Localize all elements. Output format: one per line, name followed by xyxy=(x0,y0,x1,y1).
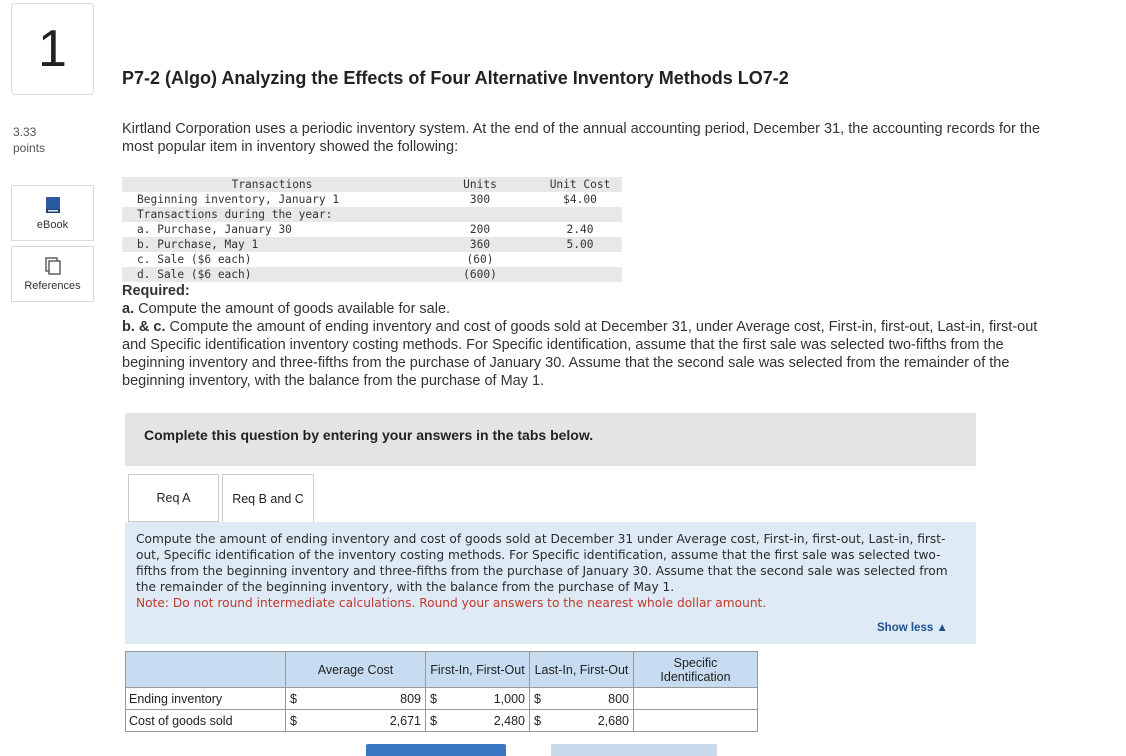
caret-up-icon: ▲ xyxy=(936,622,948,634)
row-cost: $4.00 xyxy=(563,193,597,206)
header-transactions: Transactions xyxy=(122,177,422,192)
row-label-cost-of-goods-sold: Cost of goods sold xyxy=(126,710,286,732)
input-ending-inventory-fifo[interactable]: 1,000 xyxy=(441,688,530,710)
row-desc: b. Purchase, May 1 xyxy=(122,237,422,252)
row-cost: 5.00 xyxy=(538,237,622,252)
table-row xyxy=(122,252,622,267)
next-tab-button[interactable] xyxy=(551,744,717,756)
references-label: References xyxy=(24,280,81,292)
required-heading: Required: xyxy=(122,283,190,299)
required-a-prefix: a. xyxy=(122,301,135,317)
instructions-text: Compute the amount of ending inventory and cost of goods sold at December 31 under Average cost, First-in, first-out, Last-in, first-out, Specific identification of the inventory costing methods. For Specific identification, assume that the first sale was selected two-fifths from the beginning inventory and three-fifths from the purchase of January 30. Assume that the second sale was selected from the remainder of the beginning inventory, with the balance from the purchase of May 1. xyxy=(136,532,948,594)
row-units: (60) xyxy=(466,253,494,266)
points-unit: points xyxy=(13,141,46,155)
header-lifo: Last-In, First-Out xyxy=(530,652,634,688)
row-cost xyxy=(538,252,622,267)
table-row xyxy=(126,710,758,732)
input-ending-inventory-specific[interactable] xyxy=(649,688,758,710)
table-header-row xyxy=(122,177,622,192)
show-less-link[interactable] xyxy=(877,622,948,634)
required-a-text: Compute the amount of goods available for sale. xyxy=(134,301,451,317)
header-units: Units xyxy=(422,177,538,192)
currency-symbol xyxy=(634,688,649,710)
table-row xyxy=(126,688,758,710)
currency-symbol: $ xyxy=(286,710,301,732)
book-icon xyxy=(43,195,63,215)
required-bc-text: Compute the amount of ending inventory and cost of goods sold at December 31, under Average cost, First-in, first-out, Last-in, first-out and Specific identification inventory costing methods. For Specific identification, assume that the first sale was selected two-fifths from the beginning inventory and three-fifths from the purchase of January 30. Assume that the second sale was selected from the remainder of the beginning inventory, with the balance from the purchase of May 1. xyxy=(122,319,1038,389)
row-label-ending-inventory: Ending inventory xyxy=(126,688,286,710)
row-desc: d. Sale ($6 each) xyxy=(122,267,422,282)
currency-symbol: $ xyxy=(426,688,441,710)
row-desc: a. Purchase, January 30 xyxy=(137,223,292,236)
currency-symbol xyxy=(634,710,649,732)
ebook-button[interactable] xyxy=(11,185,94,241)
row-cost xyxy=(538,207,622,222)
points-value: 3.33 xyxy=(13,125,37,139)
page-title: P7-2 (Algo) Analyzing the Effects of Four Alternative Inventory Methods LO7-2 xyxy=(122,68,789,88)
input-ending-inventory-lifo[interactable]: 800 xyxy=(545,688,634,710)
question-number: 1 xyxy=(11,3,94,95)
currency-symbol: $ xyxy=(286,688,301,710)
currency-symbol: $ xyxy=(530,710,545,732)
tab-instructions xyxy=(136,531,966,611)
instructions-banner: Complete this question by entering your answers in the tabs below. xyxy=(125,413,976,466)
input-cogs-average[interactable]: 2,671 xyxy=(301,710,426,732)
input-cogs-specific[interactable] xyxy=(649,710,758,732)
instructions-note: Note: Do not round intermediate calculations. Round your answers to the nearest whole dollar amount. xyxy=(136,596,767,610)
row-units xyxy=(422,207,538,222)
row-cost xyxy=(538,267,622,282)
table-row xyxy=(122,222,622,237)
answer-header-blank xyxy=(126,652,286,688)
ebook-label: eBook xyxy=(36,219,69,231)
table-row xyxy=(122,237,622,252)
references-button[interactable] xyxy=(11,246,94,302)
required-bc xyxy=(122,318,1062,390)
required-a xyxy=(122,300,1062,318)
tab-req-b-and-c[interactable]: Req B and C xyxy=(222,474,314,523)
row-units: 360 xyxy=(422,237,538,252)
points-block xyxy=(13,124,45,156)
input-ending-inventory-average[interactable]: 809 xyxy=(301,688,426,710)
currency-symbol: $ xyxy=(530,688,545,710)
answer-table xyxy=(125,651,758,732)
transactions-table xyxy=(122,177,622,282)
input-cogs-fifo[interactable]: 2,480 xyxy=(441,710,530,732)
table-row xyxy=(122,207,622,222)
row-desc: c. Sale ($6 each) xyxy=(137,253,252,266)
row-units: 300 xyxy=(469,193,491,206)
required-bc-prefix: b. & c. xyxy=(122,319,166,335)
table-row xyxy=(122,192,622,207)
required-section xyxy=(122,282,1062,390)
tab-req-a[interactable]: Req A xyxy=(128,474,219,522)
table-row xyxy=(122,267,622,282)
row-desc: Beginning inventory, January 1 xyxy=(137,193,340,206)
row-units: 200 xyxy=(469,223,491,236)
answer-header-row xyxy=(126,652,758,688)
row-units: (600) xyxy=(422,267,538,282)
header-specific-identification: Specific Identification xyxy=(634,652,758,688)
currency-symbol: $ xyxy=(426,710,441,732)
input-cogs-lifo[interactable]: 2,680 xyxy=(545,710,634,732)
header-average-cost: Average Cost xyxy=(286,652,426,688)
header-fifo: First-In, First-Out xyxy=(426,652,530,688)
prev-tab-button[interactable] xyxy=(366,744,506,756)
show-less-label: Show less xyxy=(877,622,934,634)
header-unit-cost: Unit Cost xyxy=(538,177,622,192)
intro-text: Kirtland Corporation uses a periodic inventory system. At the end of the annual accounting period, December 31, the accounting records for the most popular item in inventory showed the following: xyxy=(122,121,1041,155)
row-desc: Transactions during the year: xyxy=(122,207,422,222)
row-cost: 2.40 xyxy=(566,223,594,236)
references-icon xyxy=(43,256,63,276)
